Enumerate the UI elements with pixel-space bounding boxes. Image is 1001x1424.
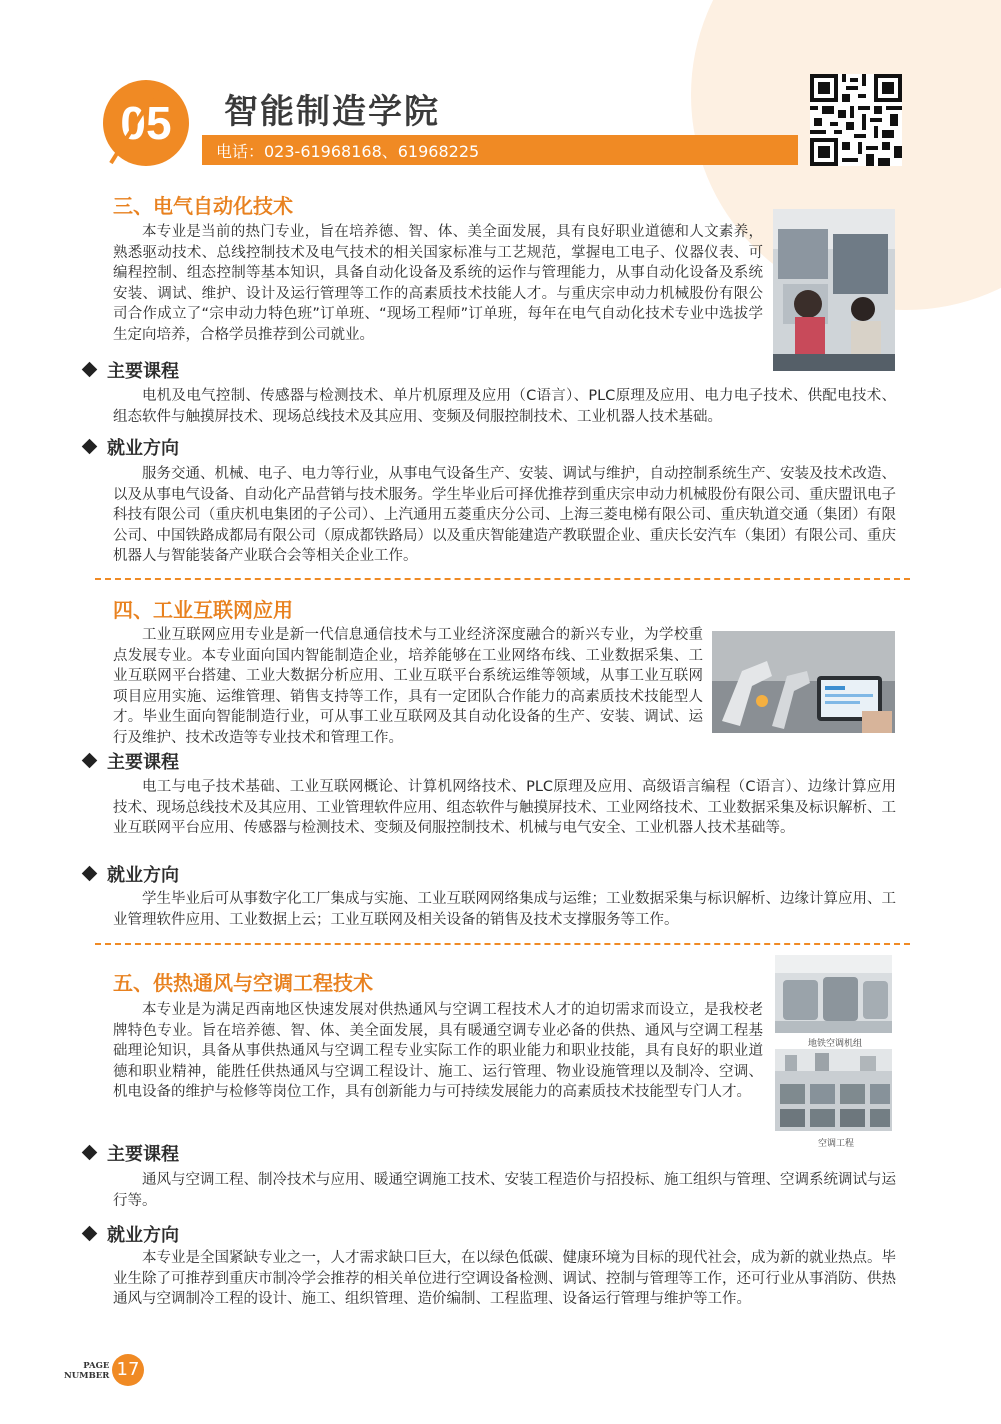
section-intro-iiot: 工业互联网应用专业是新一代信息通信技术与工业经济深度融合的新兴专业，为学校重点发展专业。本专业面向国内智能制造企业，培养能够在工业网络布线、工业数据采集、工业互联网平台搭建、工业大数据分析应用、工业互联平台系统运维等领域，从事工业互联网项目应用实施、运维管理、销售支持等工作，具有一定团队合作能力的高素质技术技能型人才。毕业生面向智能制造行业，可从事工业互联网及其自动化设备的生产、安装、调试、运行及维护、技术改造等专业技术和管理工作。 [113, 627, 703, 746]
section-title-hvac: 五、供热通风与空调工程技术 [113, 971, 373, 995]
number-label: NUMBER [64, 1371, 110, 1381]
page-number-label [64, 1361, 109, 1381]
courses-text-2: 电工与电子技术基础、工业互联网概论、计算机网络技术、PLC原理及应用、高级语言编程（C语言）、边缘计算应用技术、现场总线技术及其应用、工业管理软件应用、组态软件与触摸屏技术、工业网络技术、工业数据采集及标识解析、工业互联网平台应用、传感器与检测技术、变频及伺服控制技术、机械与电气安全、工业机器人技术基础等。 [113, 779, 896, 836]
diamond-bullet-icon [82, 1145, 98, 1161]
section-divider [95, 578, 910, 580]
jobs-text-3: 本专业是全国紧缺专业之一，人才需求缺口巨大，在以绿色低碳、健康环境为目标的现代社会，成为新的就业热点。毕业生除了可推荐到重庆市制冷学会推荐的相关单位进行空调设备检测、调试、控制与管理等工作，还可行业从事消防、供热通风与空调制冷工程的设计、施工、组织管理、造价编制、工程监理、设备运行管理与维护等工作。 [113, 1250, 896, 1307]
subheading-jobs-1 [84, 434, 179, 460]
diamond-bullet-icon [82, 866, 98, 882]
subheading-jobs-2 [84, 861, 179, 887]
metro-ac-unit-photo [775, 955, 892, 1033]
section-title-iiot: 四、工业互联网应用 [113, 598, 293, 622]
photo-caption-metro: 地铁空调机组 [808, 1039, 863, 1049]
diamond-bullet-icon [82, 362, 98, 378]
subheading-courses-1 [84, 357, 179, 383]
courses-text-1: 电机及电气控制、传感器与检测技术、单片机原理及应用（C语言）、PLC原理及应用、电力电子技术、供配电技术、组态软件与触摸屏技术、现场总线技术及其应用、变频及伺服控制技术、工业机器人技术基础。 [113, 388, 896, 425]
page-title: 智能制造学院 [224, 92, 440, 132]
jobs-text-2: 学生毕业后可从事数字化工厂集成与实施、工业互联网网络集成与运维；工业数据采集与标识解析、边缘计算应用、工业管理软件应用、工业数据上云；工业互联网及相关设备的销售及技术支撑服务等工作。 [113, 891, 896, 928]
phone-text: 电话：023-61968168、61968225 [216, 142, 480, 161]
diamond-bullet-icon [82, 1226, 98, 1242]
subheading-jobs-3 [84, 1221, 179, 1247]
photo-caption-ac: 空调工程 [818, 1139, 855, 1149]
section-number-badge: 05 [103, 80, 189, 166]
qr-code-icon [810, 74, 902, 166]
section-intro-electrical: 本专业是当前的热门专业，旨在培养德、智、体、美全面发展，具有良好职业道德和人文素养，熟悉驱动技术、总线控制技术及电气技术的相关国家标准与工艺规范，掌握电工电子、仪器仪表、可编程控制、组态控制等基本知识，具备自动化设备及系统的运作与管理能力，从事自动化设备及系统安装、调试、维护、设计及运行管理等工作的高素质技术技能人才。与重庆宗申动力机械股份有限公司合作成立了“宗申动力特色班”订单班、“现场工程师”订单班，每年在电气自动化技术专业中选拔学生定向培养，合格学员推荐到公司就业。 [113, 224, 763, 343]
section-divider [95, 943, 910, 945]
subheading-label: 主要课程 [107, 752, 179, 773]
subheading-courses-2 [84, 748, 179, 774]
section-title-electrical: 三、电气自动化技术 [113, 194, 293, 218]
ac-engineering-photo [775, 1049, 892, 1131]
lab-photo-electrical [773, 209, 895, 371]
diamond-bullet-icon [82, 753, 98, 769]
diamond-bullet-icon [82, 439, 98, 455]
subheading-label: 就业方向 [107, 865, 179, 886]
subheading-courses-3 [84, 1140, 179, 1166]
jobs-text-1: 服务交通、机械、电子、电力等行业，从事电气设备生产、安装、调试与维护，自动控制系统生产、安装及技术改造、以及从事电气设备、自动化产品营销与技术服务。学生毕业后可择优推荐到重庆宗申动力机械股份有限公司、重庆盟讯电子科技有限公司（重庆机电集团的子公司）、上汽通用五菱重庆分公司、上海三菱电梯有限公司、重庆轨道交通（集团）有限公司、中国铁路成都局有限公司（原成都铁路局）以及重庆智能建造产教联盟企业、重庆长安汽车（集团）有限公司、重庆机器人与智能装备产业联合会等相关企业工作。 [113, 466, 896, 564]
subheading-label: 就业方向 [107, 438, 179, 459]
subheading-label: 就业方向 [107, 1225, 179, 1246]
page-number: 17 [112, 1354, 144, 1386]
page-label: PAGE [83, 1361, 110, 1371]
industrial-robot-photo [712, 631, 895, 733]
courses-text-3: 通风与空调工程、制冷技术与应用、暖通空调施工技术、安装工程造价与招投标、施工组织与管理、空调系统调试与运行等。 [113, 1172, 896, 1209]
subheading-label: 主要课程 [107, 1144, 179, 1165]
section-intro-hvac: 本专业是为满足西南地区快速发展对供热通风与空调工程技术人才的迫切需求而设立，是我校老牌特色专业。旨在培养德、智、体、美全面发展，具有暖通空调专业必备的供热、通风与空调工程基础理论知识，具备从事供热通风与空调工程专业实际工作的职业能力和职业技能，具有良好的职业道德和职业精神，能胜任供热通风与空调工程设计、施工、运行管理、物业设施管理以及制冷、空调、机电设备的维护与检修等岗位工作，具有创新能力与可持续发展能力的高素质技术技能型专门人才。 [113, 1002, 763, 1100]
subheading-label: 主要课程 [107, 361, 179, 382]
